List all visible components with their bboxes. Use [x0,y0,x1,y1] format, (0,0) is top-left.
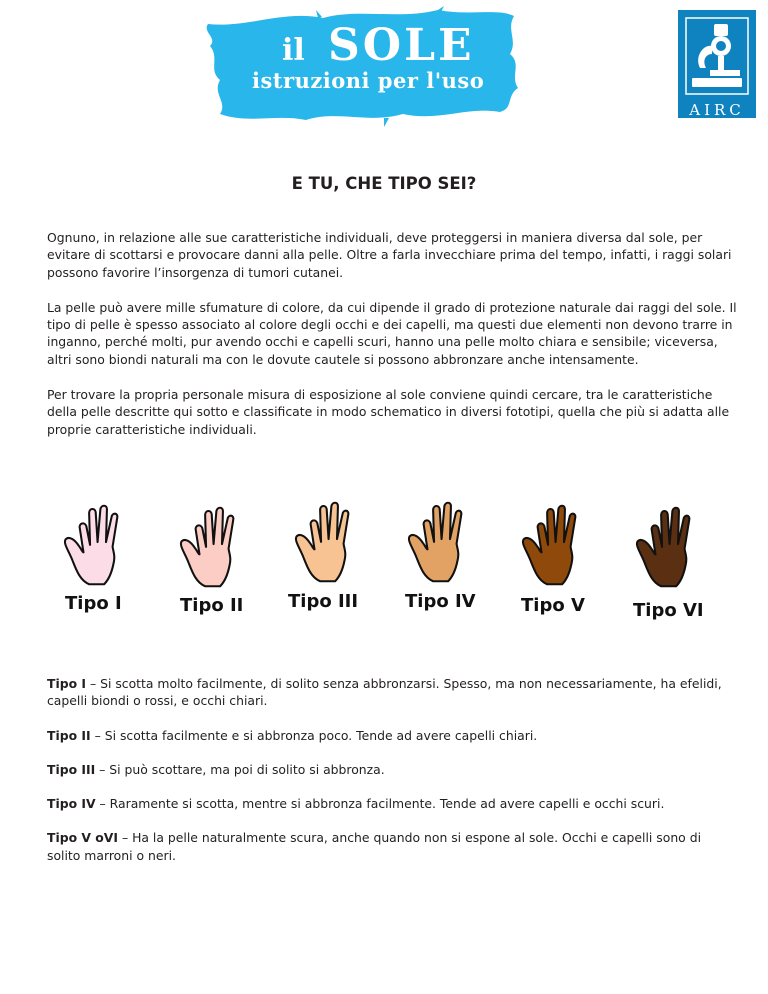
type-name: Tipo V oVI [47,830,119,846]
type-name: Tipo I [47,676,87,691]
hand-label: Tipo I [65,593,122,614]
banner-text [188,6,528,128]
logo-text: AIRC [689,101,745,119]
hand-icon [402,495,468,585]
type-description [47,727,737,744]
hand-label: Tipo II [180,595,244,616]
banner-subtitle: istruzioni per l'uso [252,68,485,93]
hand-tipo-1 [58,498,124,588]
hand-icon [516,498,582,588]
hand-tipo-4 [402,495,468,585]
hand-icon [289,495,355,585]
hand-tipo-6 [630,500,696,590]
type-description [47,829,737,864]
hand-label: Tipo IV [405,591,476,612]
type-name: Tipo III [47,761,96,777]
airc-logo [678,10,756,118]
type-text: – Ha la pelle naturalmente scura, anche quando non si espone al sole. Occhi e capelli sono di solito marroni o neri. [47,830,702,863]
hand-tipo-5 [516,498,582,588]
hand-label: Tipo V [521,595,585,616]
type-text: – Si scotta facilmente e si abbronza poco. Tende ad avere capelli chiari. [90,727,538,743]
intro-paragraph: Per trovare la propria personale misura di esposizione al sole conviene quindi cercare, tra le caratteristiche della pelle descritte qui sotto e classificate in modo schematico in diversi fototipi, quella che più si adatta alle proprie caratteristiche individuali. [47,387,730,437]
banner-il: il [282,33,305,68]
type-description [47,675,737,710]
type-text: – Si può scottare, ma poi di solito si abbronza. [95,761,385,777]
hand-icon [630,500,696,590]
type-name: Tipo II [47,727,91,743]
header-banner [188,6,528,128]
page-title: E TU, CHE TIPO SEI? [291,174,477,193]
type-descriptions [47,675,737,881]
type-text: – Si scotta molto facilmente, di solito senza abbronzarsi. Spesso, ma non necessariamente, ha efelidi, capelli biondi o rossi, e occhi chiari. [47,676,722,709]
hand-icon [58,498,124,588]
hand-tipo-3 [289,495,355,585]
type-description [47,761,737,778]
type-text: – Raramente si scotta, mentre si abbronza facilmente. Tende ad avere capelli e occhi scuri. [95,796,665,812]
intro-paragraph: Ognuno, in relazione alle sue caratteristiche individuali, deve proteggersi in maniera diversa dal sole, per evitare di scottarsi e provocare danni alla pelle. Oltre a farla invecchiare prima del tempo, infatti, i raggi solari possono favorire l’insorgenza di tumori cutanei. [47,230,732,280]
hand-icon [174,500,240,590]
banner-sole: SOLE [328,20,475,71]
microscope-icon [678,10,756,98]
hand-label: Tipo III [288,591,359,612]
type-name: Tipo IV [47,796,96,812]
hand-tipo-2 [174,500,240,590]
type-description [47,795,737,812]
hand-label: Tipo VI [633,600,704,621]
intro-paragraph: La pelle può avere mille sfumature di colore, da cui dipende il grado di protezione naturale dai raggi del sole. Il tipo di pelle è spesso associato al colore degli occhi e dei capelli, ma questi due elementi non devono trarre in inganno, perché molti, pur avendo occhi e capelli scuri, hanno una pelle molto chiara e sensibile; viceversa, altri sono biondi naturali ma con le dovute cautele si possono abbronzare anche intensamente. [47,299,737,367]
intro-text [47,229,737,456]
